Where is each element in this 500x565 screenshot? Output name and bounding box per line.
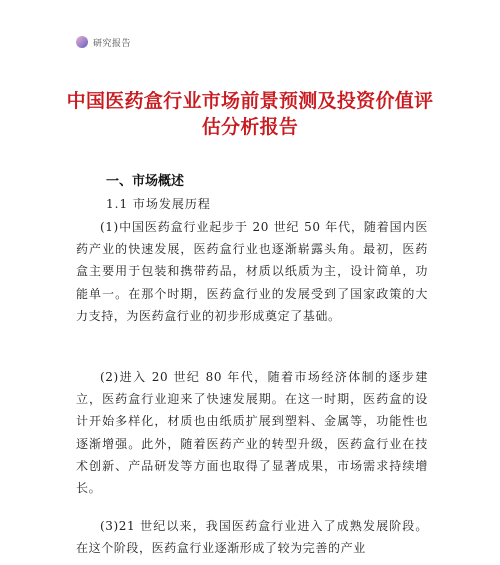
document-title: 中国医药盒行业市场前景预测及投资价值评估分析报告 <box>66 90 434 138</box>
section-heading: 一、市场概述 <box>106 174 185 189</box>
paragraph-1: (1)中国医药盒行业起步于 20 世纪 50 年代，随着国内医药产业的快速发展，医药盒行业也逐渐崭露头角。最初，医药盒主要用于包装和携带药品，材质以纸质为主，设计简单，功能单一。在那个时期，医药盒行业的发展受到了国家政策的大力支持，为医药盒行业的初步形成奠定了基础。 <box>76 220 428 323</box>
paragraph-3: (3)21 世纪以来，我国医药盒行业进入了成熟发展阶段。在这个阶段，医药盒行业逐渐形成了较为完善的产业 <box>76 519 428 556</box>
logo-circle-icon <box>76 36 88 48</box>
paragraph-2: (2)进入 20 世纪 80 年代，随着市场经济体制的逐步建立，医药盒行业迎来了快速发展期。在这一时期，医药盒的设计开始多样化，材质也由纸质扩展到塑料、金属等，功能性也逐渐增强。此外，随着医药产业的转型升级，医药盒行业在技术创新、产品研发等方面也取得了显著成果，市场需求持续增长。 <box>76 370 428 496</box>
subsection-heading: 1.1 市场发展历程 <box>106 197 211 211</box>
page-header <box>76 35 131 49</box>
header-label: 研究报告 <box>93 38 132 49</box>
